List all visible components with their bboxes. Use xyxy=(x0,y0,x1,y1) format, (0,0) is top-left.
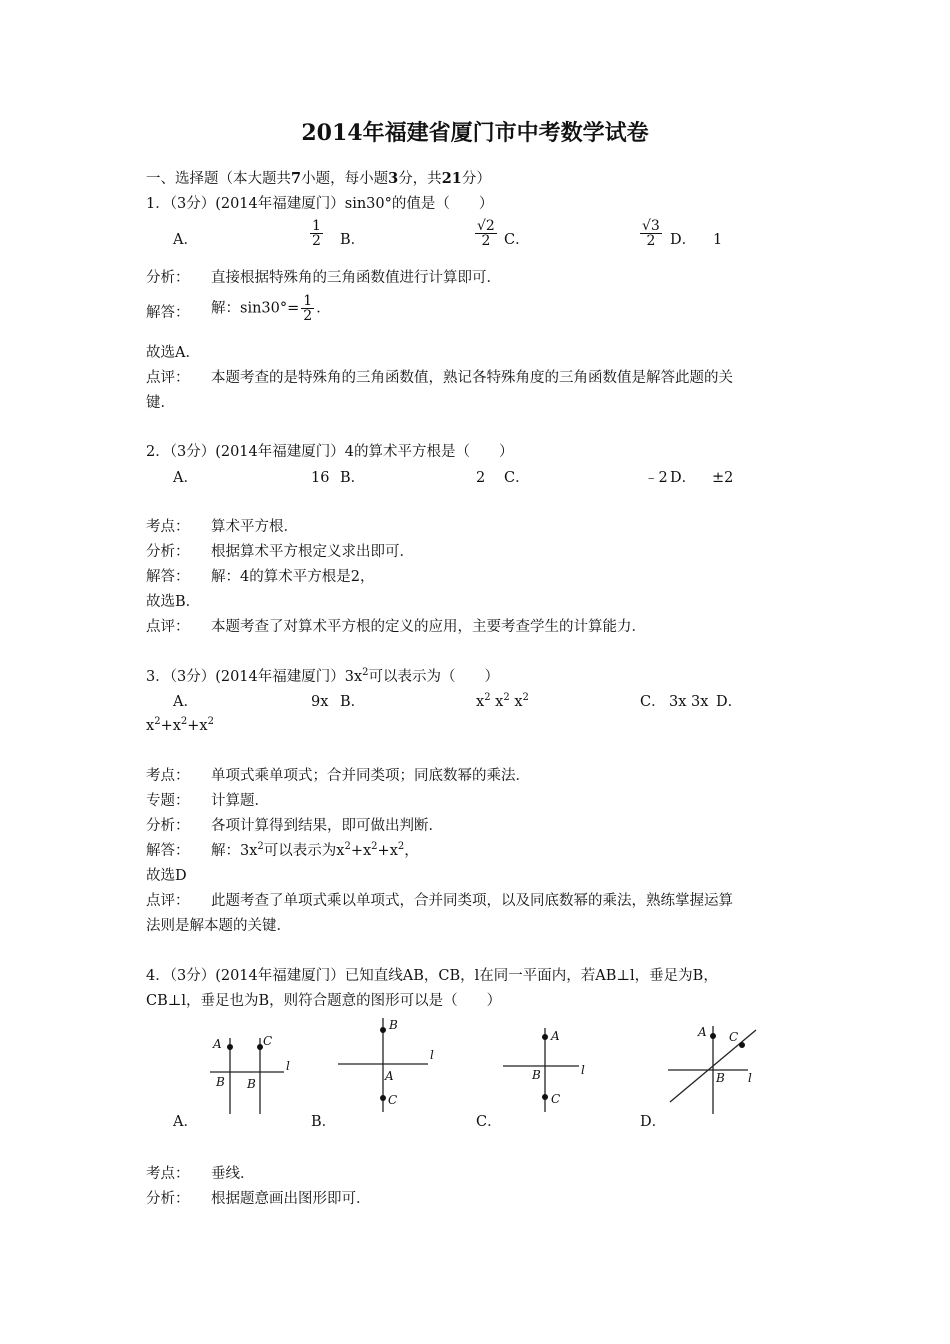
q2-point: 算术平方根． xyxy=(211,519,298,535)
q3-point: 单项式乘单项式；合并同类项；同底数幂的乘法． xyxy=(211,768,530,784)
page-title: 2014年福建省厦门市中考数学试卷 xyxy=(301,120,649,146)
q1-comment-label: 点评： xyxy=(146,370,190,386)
q4-point: 垂线． xyxy=(211,1166,255,1182)
q4-point-label: 考点： xyxy=(146,1166,190,1182)
q3-option-c-value: 3x 3x xyxy=(669,694,709,710)
fig-d-label-a: A xyxy=(698,1025,707,1039)
q2-analysis-label: 分析： xyxy=(146,544,190,560)
q3-comment-label: 点评： xyxy=(146,893,190,909)
q1-analysis: 直接根据特殊角的三角函数值进行计算即可． xyxy=(211,270,501,286)
fig-b-label-b: B xyxy=(389,1018,398,1032)
q3-option-a-value: 9x xyxy=(311,694,329,710)
fig-c-label-l: l xyxy=(581,1063,585,1077)
fig-c-label-a: A xyxy=(551,1029,560,1043)
fig-c-label-b: B xyxy=(532,1068,541,1082)
section-heading: 一、选择题（本大题共7小题，每小题3分，共21分） xyxy=(146,170,491,187)
fig-a-label-b1: B xyxy=(216,1075,225,1089)
fig-b-label-c: C xyxy=(388,1093,398,1107)
q2-option-a-value: 16 xyxy=(311,470,330,486)
fig-a-label-b2: B xyxy=(247,1077,256,1091)
q3-option-a-label: A． xyxy=(173,694,198,710)
q1-option-c-value: $\frac{√3}{2}$ xyxy=(642,218,660,249)
q1-option-d-label: D． xyxy=(670,232,697,248)
q4-analysis: 根据题意画出图形即可． xyxy=(211,1191,371,1207)
q3-choice: 故选D xyxy=(146,868,187,884)
fig-a-label-a: A xyxy=(213,1037,222,1051)
fig-b-label-a: A xyxy=(385,1069,394,1083)
q4-figure-b xyxy=(330,1012,450,1118)
q3-answer-label: 解答： xyxy=(146,843,190,859)
q3-analysis: 各项计算得到结果，即可做出判断． xyxy=(211,818,443,834)
fig-d-label-c: C xyxy=(729,1030,739,1044)
fig-d-label-l: l xyxy=(748,1071,752,1085)
q2-answer: 解：4的算术平方根是2， xyxy=(211,569,375,585)
q4-figure-d xyxy=(660,1020,770,1116)
q3-topic: 计算题． xyxy=(211,793,269,809)
question-4-stem-line2: CB⊥l，垂足也为B，则符合题意的图形可以是（ ） xyxy=(146,993,502,1009)
q1-analysis-label: 分析： xyxy=(146,270,190,286)
q2-option-d-value: ±2 xyxy=(712,470,734,486)
q1-option-a-label: A． xyxy=(173,232,198,248)
q3-point-label: 考点： xyxy=(146,768,190,784)
q1-option-b-value: $\frac{√2}{2}$ xyxy=(477,218,495,249)
q3-option-d-label: D． xyxy=(716,694,743,710)
q4-option-d-label: D． xyxy=(640,1114,667,1130)
q1-option-a-value: $\frac{1}{2}$ xyxy=(312,218,321,249)
q3-option-d-value: $x^2+x^2+x^2$ xyxy=(146,716,214,734)
question-1-stem: 1．（3分）(2014年福建厦门）sin30°的值是（ ） xyxy=(146,196,494,212)
q4-analysis-label: 分析： xyxy=(146,1191,190,1207)
fig-c-label-c: C xyxy=(551,1092,561,1106)
q1-option-d-value: 1 xyxy=(713,232,723,248)
q2-point-label: 考点： xyxy=(146,519,190,535)
q4-option-a-label: A． xyxy=(173,1114,198,1130)
q2-answer-label: 解答： xyxy=(146,569,190,585)
q2-option-a-label: A． xyxy=(173,470,198,486)
q1-choice: 故选A． xyxy=(146,345,200,361)
q2-comment: 本题考查了对算术平方根的定义的应用，主要考查学生的计算能力． xyxy=(211,619,646,635)
question-4-stem-line1: 4．（3分）(2014年福建厦门）已知直线AB，CB，l在同一平面内，若AB⊥l，垂足为B， xyxy=(146,968,718,984)
fig-b-label-l: l xyxy=(430,1048,434,1062)
q3-option-b-value: $x^2$ $x^2$ $x^2$ xyxy=(476,692,529,710)
q1-option-c-label: C． xyxy=(504,232,530,248)
question-3-stem: 3．（3分）(2014年福建厦门）$3x^2$可以表示为（ ） xyxy=(146,667,500,685)
q4-option-c-label: C． xyxy=(476,1114,502,1130)
question-2-stem: 2．（3分）(2014年福建厦门）4的算术平方根是（ ） xyxy=(146,444,514,460)
q3-comment-line2: 法则是解本题的关键． xyxy=(146,918,291,934)
q2-analysis: 根据算术平方根定义求出即可． xyxy=(211,544,414,560)
q3-topic-label: 专题： xyxy=(146,793,190,809)
q2-option-d-label: D． xyxy=(670,470,697,486)
q1-comment-line2: 键． xyxy=(146,395,175,411)
q2-comment-label: 点评： xyxy=(146,619,190,635)
q1-answer-label: 解答： xyxy=(146,305,190,321)
q4-figure-a xyxy=(200,1028,300,1120)
q3-answer: 解：$3x^2$可以表示为$x^2+x^2+x^2$， xyxy=(211,841,419,859)
q1-comment-line1: 本题考查的是特殊角的三角函数值，熟记各特殊角度的三角函数值是解答此题的关 xyxy=(211,370,733,386)
q1-option-b-label: B． xyxy=(340,232,366,248)
fig-a-label-c: C xyxy=(263,1034,273,1048)
q2-option-b-value: 2 xyxy=(476,470,486,486)
fig-d-label-b: B xyxy=(716,1071,725,1085)
q2-option-c-label: C． xyxy=(504,470,530,486)
q3-option-c-label: C． xyxy=(640,694,666,710)
q4-option-b-label: B． xyxy=(311,1114,337,1130)
q2-option-b-label: B． xyxy=(340,470,366,486)
q2-choice: 故选B． xyxy=(146,594,201,610)
fig-a-label-l: l xyxy=(286,1059,290,1073)
q2-option-c-value: ﹣2 xyxy=(644,470,668,486)
q4-figure-c xyxy=(495,1024,605,1116)
q1-answer: 解：sin30°= $\frac{1}{2}$ ． xyxy=(211,293,331,324)
q3-comment-line1: 此题考查了单项式乘以单项式，合并同类项，以及同底数幂的乘法，熟练掌握运算 xyxy=(211,893,733,909)
q3-option-b-label: B． xyxy=(340,694,366,710)
q3-analysis-label: 分析： xyxy=(146,818,190,834)
